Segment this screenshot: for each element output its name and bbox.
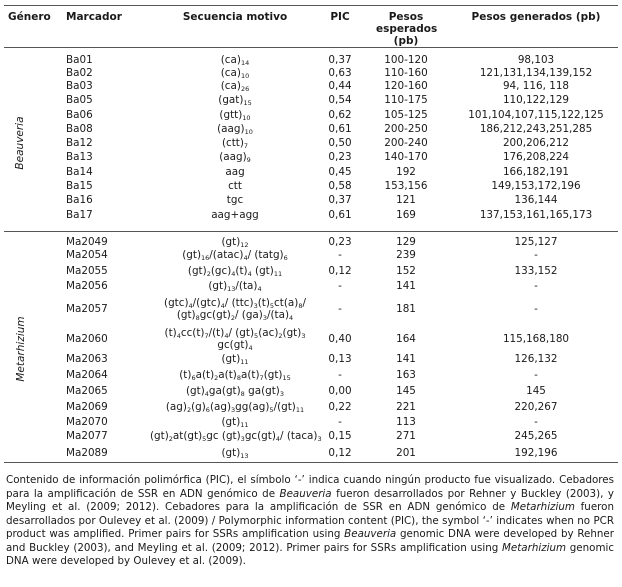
cell-pic: 0,12 [328, 447, 352, 459]
cell-marker: Ma2089 [66, 447, 108, 459]
cell-generated: 220,267 [514, 401, 558, 413]
cell-expected: 110-160 [384, 66, 428, 79]
cell-marker: Ba05 [66, 94, 93, 106]
cell-generated: 133,152 [514, 265, 558, 277]
cell-pic: 0,12 [328, 265, 352, 277]
cell-marker: Ba12 [66, 137, 93, 149]
cell-pic: - [338, 249, 342, 261]
cell-motif: ctt [228, 180, 242, 192]
genus-label-beauveria: Beauveria [14, 116, 26, 170]
cell-pic: 0,15 [328, 430, 352, 442]
caption-text: fueron desarrollados por Rehner y Buckley (2003), y Meyling et al. (2009; 2012). Cebadores para la amplificación de SSR en ADN genómico de [6, 487, 614, 513]
cell-generated: 115,168,180 [502, 333, 570, 345]
cell-pic: 0,61 [328, 209, 352, 221]
caption-genus-italic: Beauveria [279, 487, 332, 500]
cell-marker: Ba01 [66, 53, 93, 66]
cell-generated: 176,208,224 [502, 151, 570, 163]
cell-generated: 94, 116, 118 [502, 79, 570, 92]
cell-expected: 201 [396, 447, 416, 459]
header-rule [4, 47, 618, 48]
cell-marker: Ma2056 [66, 280, 108, 292]
cell-generated: 149,153,172,196 [491, 180, 581, 192]
cell-motif: $(ca)_{26}$ [220, 79, 250, 93]
cell-motif: $(t)_6a(t)_2a(t)_8a(t)_7(gt)_{15}$ [179, 369, 291, 382]
cell-expected: 120-160 [384, 79, 428, 92]
cell-pic: - [338, 280, 342, 292]
caption-genus-italic: Metarhizium [510, 501, 575, 513]
cell-marker: Ma2065 [66, 385, 108, 397]
cell-expected: 153,156 [384, 180, 428, 192]
header-pic: PIC [330, 11, 350, 23]
cell-motif: $(gt)_{13}$ [221, 447, 249, 460]
cell-motif: aag+agg [211, 209, 259, 221]
cell-pic: 0,23 [328, 151, 352, 163]
cell-expected: 169 [396, 209, 416, 221]
cell-pic: 0,13 [328, 353, 352, 365]
cell-marker: Ba15 [66, 180, 93, 192]
cell-generated: 186,212,243,251,285 [479, 123, 593, 135]
header-pesos-esperados: Pesos esperados (pb) [376, 11, 438, 47]
cell-motif: aag [225, 166, 245, 178]
cell-motif: $(gt)_{13}/(ta)_4$ [208, 280, 262, 293]
cell-pic: 0,61 [328, 123, 352, 135]
cell-marker: Ba06 [66, 109, 93, 121]
cell-motif: $(aag)_{10}$ [217, 123, 253, 136]
cell-marker: Ba08 [66, 123, 93, 135]
header-marcador: Marcador [66, 11, 122, 23]
cell-pic: 0,37 [328, 194, 352, 206]
cell-motif: $(gtt)_{10}$ [219, 109, 251, 122]
cell-generated: 126,132 [514, 353, 558, 365]
cell-motif: $(gt)_{16}/(atac)_4/$ $(tatg)_6$ [182, 249, 288, 262]
cell-generated: 101,104,107,115,122,125 [468, 109, 604, 121]
cell-marker: Ba02 [66, 66, 93, 79]
cell-marker: Ma2049 [66, 235, 108, 248]
caption-text: genomic DNA were developed by Rehner and Buckley (2003), and Meyling et al. (2009; 2012). Primer pairs for SSRs amplification using [6, 528, 614, 554]
cell-pic: - [338, 416, 342, 428]
cell-expected: 140-170 [384, 151, 428, 163]
cell-pic: 0,23 [328, 235, 352, 248]
cell-generated: 245,265 [514, 430, 558, 442]
cell-marker: Ba03 [66, 79, 93, 92]
cell-pic: 0,54 [328, 94, 352, 106]
cell-expected: 221 [396, 401, 416, 413]
caption-text: genomic DNA were developed by Oulevey et al. (2009). [6, 541, 614, 567]
cell-pic: 0,40 [328, 333, 352, 345]
cell-expected: 164 [396, 333, 416, 345]
cell-motif: $(gat)_{15}$ [218, 94, 252, 107]
cell-motif: $(ctt)_7$ [221, 137, 249, 150]
cell-generated: - [534, 416, 538, 428]
cell-pic: 0,22 [328, 401, 352, 413]
cell-motif: $(gt)_4ga(gt)_8$ $ga(gt)_3$ [186, 385, 284, 398]
cell-expected: 121 [396, 194, 416, 206]
cell-expected: 200-250 [384, 123, 428, 135]
cell-motif: $(gt)_{11}$ [221, 416, 249, 429]
cell-motif: $(ca)_{14}$ [220, 53, 250, 67]
header-pesos-generados: Pesos generados (pb) [471, 11, 601, 23]
cell-pic: 0,00 [328, 385, 352, 397]
header-secuencia: Secuencia motivo [182, 11, 288, 23]
cell-generated: 98,103 [517, 53, 555, 66]
cell-marker: Ma2070 [66, 416, 108, 428]
cell-expected: 239 [396, 249, 416, 261]
cell-expected: 145 [396, 385, 416, 397]
cell-expected: 141 [396, 280, 416, 292]
cell-generated: - [534, 249, 538, 261]
cell-expected: 141 [396, 353, 416, 365]
cell-marker: Ma2054 [66, 249, 108, 261]
cell-marker: Ba13 [66, 151, 93, 163]
cell-generated: 137,153,161,165,173 [479, 209, 593, 221]
cell-generated: 125,127 [514, 235, 558, 248]
cell-motif: $(gt)_2at(gt)_5gc$ $(gt)_3gc(gt)_4/$ $(taca)_3$ [150, 430, 322, 443]
cell-expected: 129 [396, 235, 416, 248]
cell-generated: - [534, 280, 538, 292]
cell-marker: Ba17 [66, 209, 93, 221]
cell-pic: 0,63 [328, 66, 352, 79]
cell-expected: 163 [396, 369, 416, 381]
cell-motif: $(ca)_{10}$ [220, 66, 250, 80]
cell-motif: $(aag)_9$ [219, 151, 251, 164]
cell-motif: tgc [226, 194, 244, 206]
bottom-rule [4, 462, 618, 463]
cell-generated: 136,144 [514, 194, 558, 206]
cell-marker: Ba14 [66, 166, 93, 178]
cell-generated: - [534, 303, 538, 315]
cell-motif: $(gt)_{12}$ [221, 235, 249, 249]
cell-motif: $(t)_4cc(t)_7/(t)_4/$ $(gt)_5(ac)_2(gt)_3$ $gc(gt)_4$ [164, 327, 306, 352]
top-rule [4, 5, 618, 6]
caption-text: Contenido de información polimórfica (PIC), el símbolo ‘-’ indica cuando ningún producto fue visualizado. Cebadores para la amplificación de SSR en ADN genómico de [6, 474, 614, 500]
cell-expected: 200-240 [384, 137, 428, 149]
cell-generated: - [534, 369, 538, 381]
cell-pic: - [338, 369, 342, 381]
cell-expected: 100-120 [384, 53, 428, 66]
caption-genus-italic: Metarhizium [502, 541, 567, 554]
cell-motif: $(gt)_{11}$ [221, 353, 249, 366]
cell-pic: 0,58 [328, 180, 352, 192]
cell-pic: 0,37 [328, 53, 352, 66]
cell-pic: 0,50 [328, 137, 352, 149]
cell-pic: - [338, 303, 342, 315]
cell-motif: $(gtc)_4/(gtc)_4/$ $(ttc)_3(t)_5ct(a)_8/$ $(gt)_8gc(gt)_2/$ $(ga)_3/(ta)_4$ [164, 297, 306, 322]
cell-expected: 152 [396, 265, 416, 277]
cell-marker: Ma2069 [66, 401, 108, 413]
cell-marker: Ma2060 [66, 333, 108, 345]
cell-expected: 110-175 [384, 94, 428, 106]
cell-expected: 271 [396, 430, 416, 442]
cell-generated: 121,131,134,139,152 [479, 66, 593, 79]
cell-generated: 145 [526, 385, 546, 397]
cell-marker: Ma2063 [66, 353, 108, 365]
cell-marker: Ma2055 [66, 265, 108, 277]
cell-pic: 0,44 [328, 79, 352, 92]
cell-expected: 113 [396, 416, 416, 428]
cell-generated: 166,182,191 [502, 166, 570, 178]
caption-genus-italic: Beauveria [344, 528, 397, 540]
group-rule [4, 231, 618, 232]
cell-generated: 110,122,129 [502, 94, 570, 106]
cell-motif: $(gt)_2(gc)_4(t)_4$ $(gt)_{11}$ [187, 265, 283, 278]
genus-label-metarhizium: Metarhizium [15, 316, 27, 382]
cell-marker: Ma2057 [66, 303, 108, 315]
cell-generated: 200,206,212 [502, 137, 570, 149]
cell-pic: 0,62 [328, 109, 352, 121]
cell-motif: $(ag)_2(g)_6(ag)_3gg(ag)_5/(gt)_{11}$ [165, 401, 305, 414]
table-caption [6, 474, 614, 569]
cell-marker: Ma2077 [66, 430, 108, 442]
header-genero: Género [8, 11, 51, 23]
cell-pic: 0,45 [328, 166, 352, 178]
cell-expected: 105-125 [384, 109, 428, 121]
cell-expected: 192 [396, 166, 416, 178]
cell-marker: Ma2064 [66, 369, 108, 381]
cell-generated: 192,196 [514, 447, 558, 459]
cell-expected: 181 [396, 303, 416, 315]
caption-text: fueron desarrollados por Oulevey et al. (2009) / Polymorphic information content (PIC), the symbol ‘-’ indicates when no PCR product was amplified. Primer pairs for SSRs amplification using [6, 501, 614, 540]
cell-marker: Ba16 [66, 194, 93, 206]
